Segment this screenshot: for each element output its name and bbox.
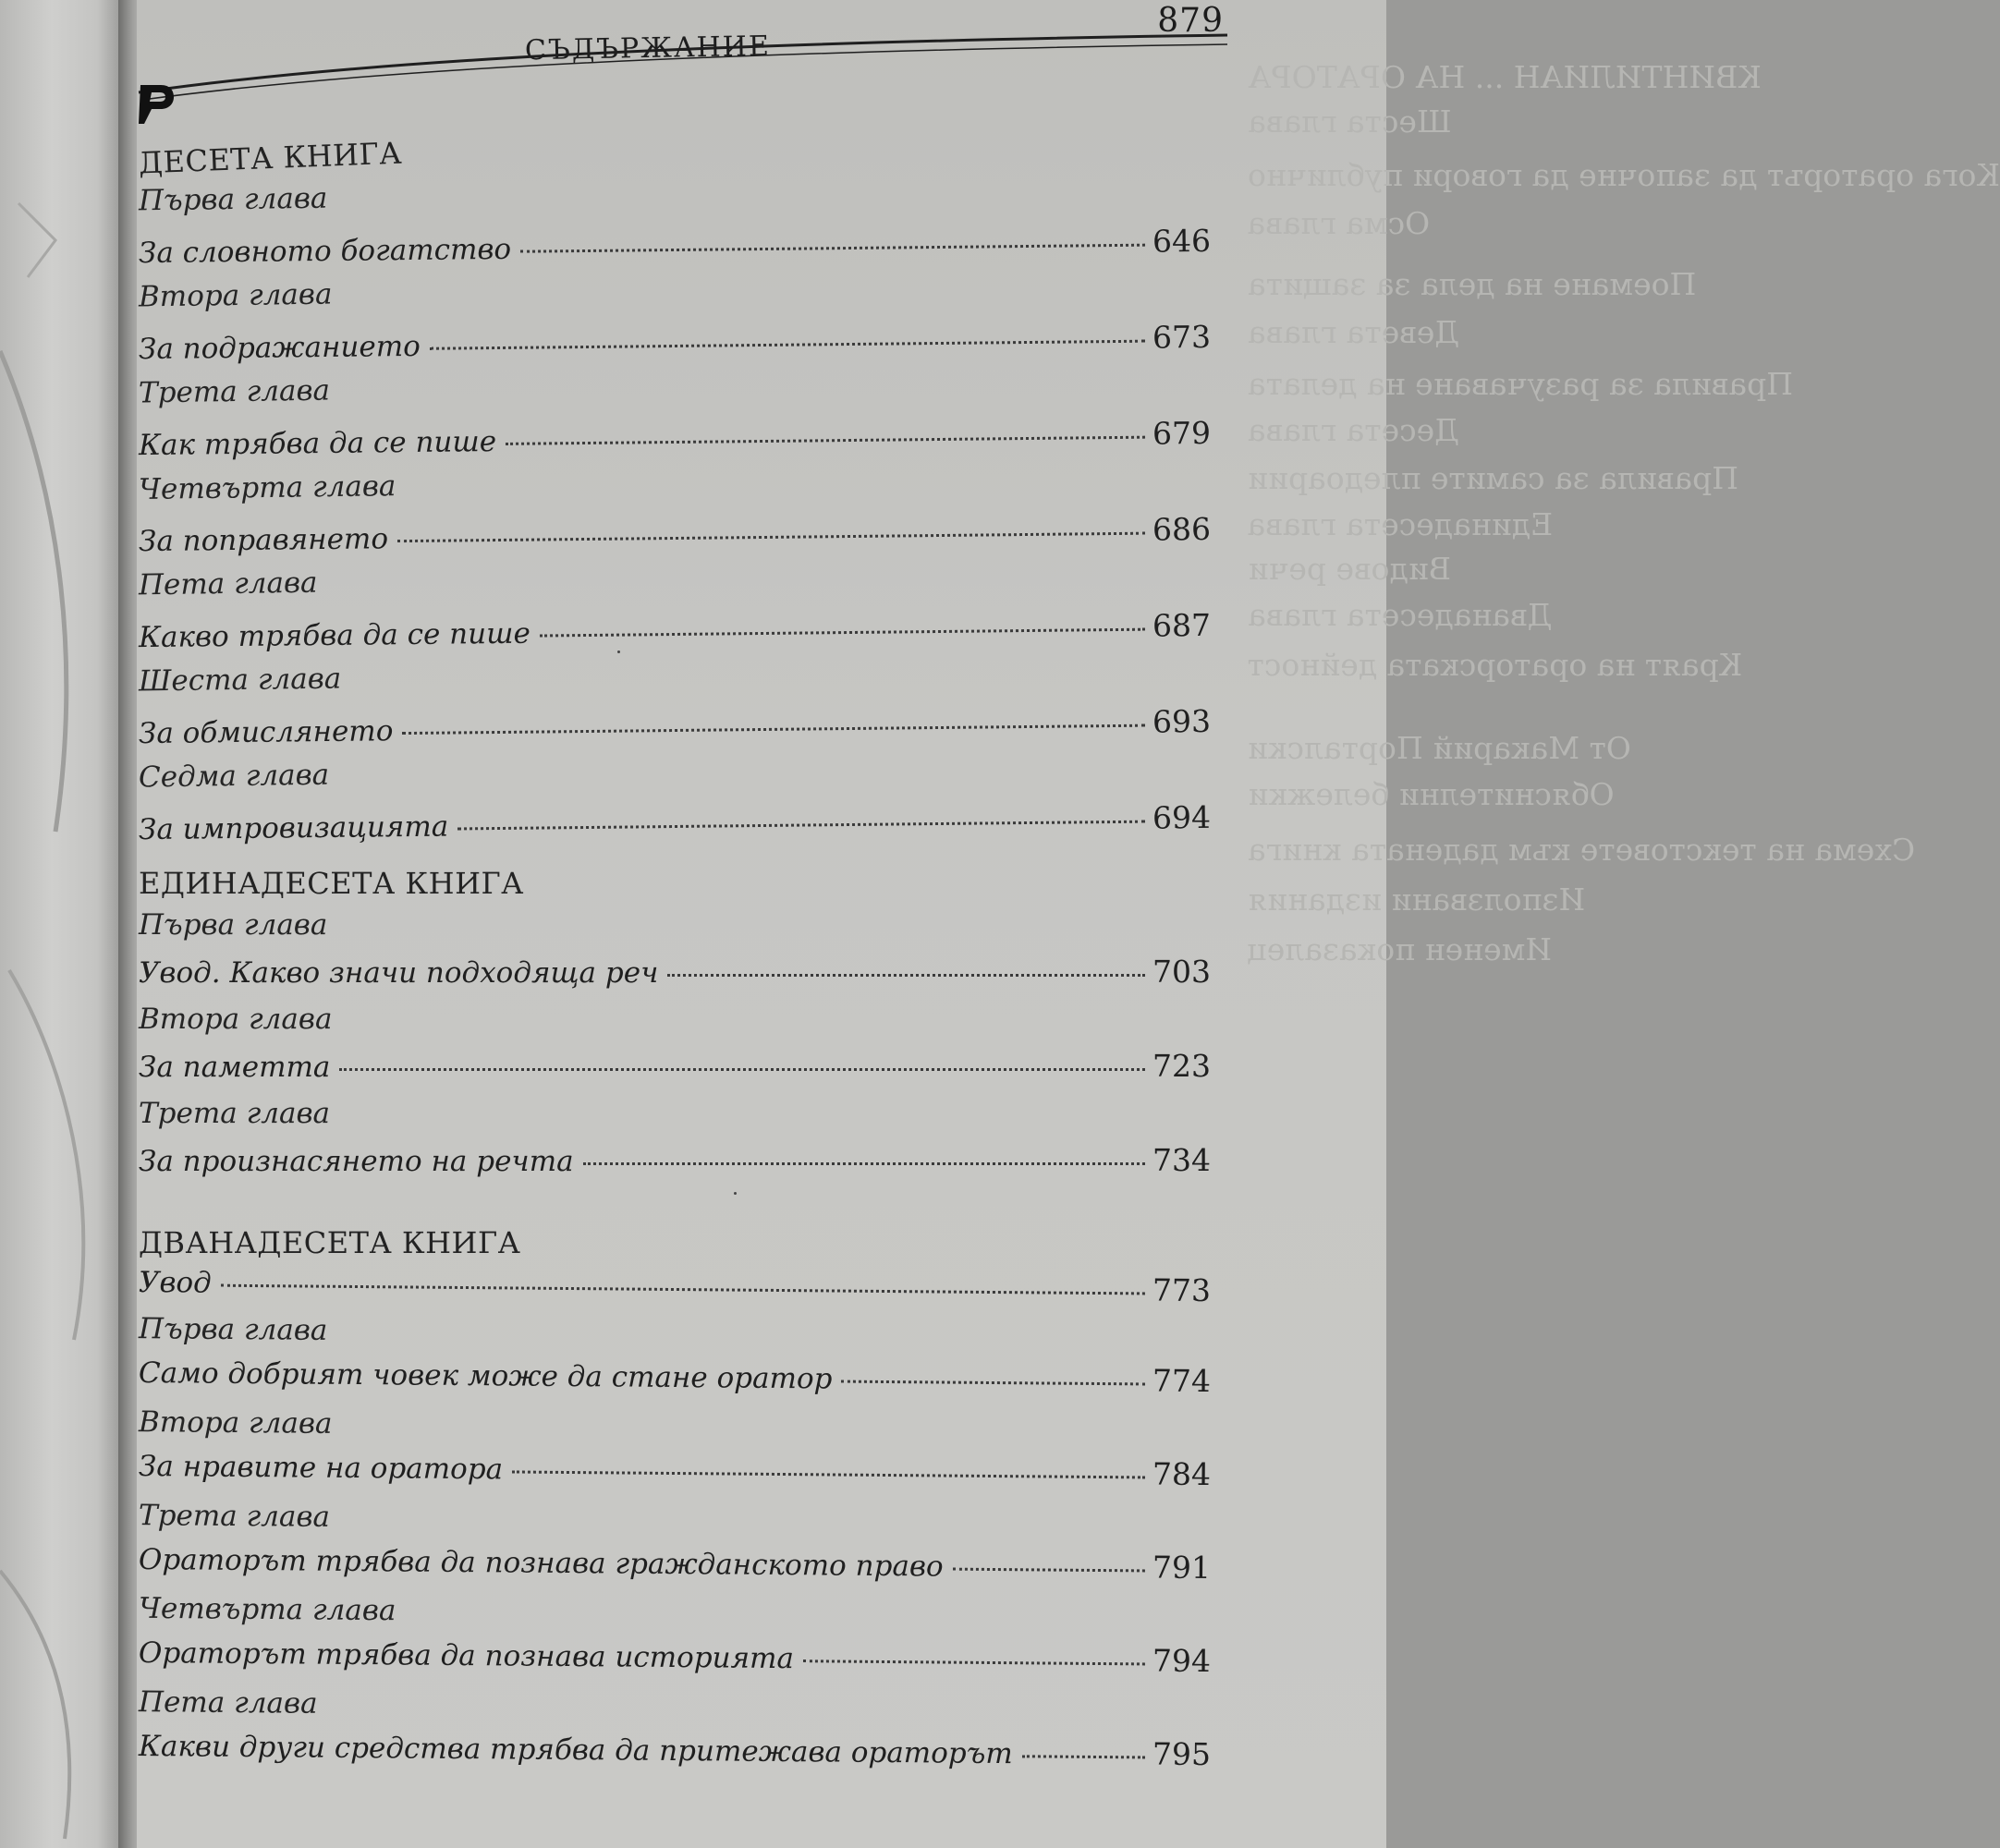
toc-entry: [139, 1634, 1211, 1679]
table-of-contents: [137, 0, 1386, 1848]
chapter-label: Втора глава: [139, 1003, 333, 1036]
dot-leader: [397, 532, 1145, 542]
toc-entry: [139, 223, 1211, 270]
entry-page-number: 694: [1152, 798, 1212, 836]
dot-leader: [457, 821, 1145, 831]
entry-title: Само добрият човек може да стане оратор: [138, 1356, 833, 1396]
dot-leader: [540, 628, 1145, 638]
dot-leader: [221, 1284, 1145, 1295]
bleed-through-line: От Макарий Порталски: [1248, 730, 1631, 766]
entry-title: Какви други средства трябва да притежава ораторът: [138, 1729, 1013, 1771]
bleed-through-line: Правила за разучаване на делата: [1248, 366, 1793, 402]
entry-page-number: 703: [1152, 954, 1211, 990]
entry-title: За паметта: [139, 1051, 331, 1084]
toc-entry: [139, 1447, 1211, 1492]
chapter-label: Пета глава: [138, 565, 318, 602]
toc-entry: [139, 1142, 1211, 1178]
entry-title: За подражанието: [138, 329, 421, 367]
entry-page-number: 791: [1152, 1549, 1212, 1587]
entry-page-number: 687: [1152, 606, 1212, 644]
paper-speck: [734, 1192, 737, 1195]
toc-entry: [139, 1727, 1211, 1772]
toc-page: [137, 0, 2000, 1848]
toc-entry: [139, 799, 1211, 846]
toc-entry: [139, 1263, 1211, 1308]
chapter-label: Първа глава: [139, 908, 328, 942]
dot-leader: [430, 340, 1145, 350]
bleed-through-line: КВИНТИЛИАН ... НА ОРАТОРА: [1248, 59, 1762, 95]
bleed-through-line: Именен показалец: [1248, 931, 1553, 967]
dot-leader: [339, 1068, 1145, 1071]
toc-entry: [139, 319, 1211, 366]
book-heading: ДВАНАДЕСЕТА КНИГА: [139, 1225, 521, 1260]
entry-title: Ораторът трябва да познава историята: [138, 1635, 795, 1676]
bleed-through-line: Правила за самите пледоарии: [1248, 460, 1738, 496]
toc-entry: [139, 703, 1211, 750]
bleed-through-line: Десета глава: [1248, 412, 1459, 448]
bleed-through-line: Единадесета глава: [1248, 506, 1554, 542]
toc-entry: [139, 1354, 1211, 1399]
entry-page-number: 693: [1152, 702, 1212, 740]
page-number: 879: [1157, 2, 1224, 40]
entry-title: Увод. Какво значи подходяща реч: [139, 956, 659, 990]
chapter-label: Трета глава: [139, 1097, 331, 1130]
facing-page-edge: [0, 0, 129, 1848]
toc-entry: [139, 1540, 1211, 1586]
entry-title: За импровизацията: [138, 809, 449, 847]
dot-leader: [667, 974, 1145, 977]
bleed-through-line: Краят на ораторската дейност: [1248, 647, 1743, 683]
dot-leader: [583, 1162, 1145, 1165]
bleed-through-line: Кога ораторът да започне да говори публично: [1248, 157, 2000, 193]
entry-title: За нравите на оратора: [138, 1449, 504, 1487]
bleed-through-line: Шеста глава: [1248, 103, 1452, 140]
entry-title: Какво трябва да се пише: [138, 616, 531, 655]
entry-title: За произнасянето на речта: [139, 1145, 574, 1178]
dot-leader: [520, 244, 1145, 253]
entry-title: Увод: [138, 1265, 212, 1300]
toc-entry: [139, 415, 1211, 462]
entry-page-number: 723: [1152, 1048, 1211, 1084]
bleed-through-line: Схема на текстовете към дадената книга: [1248, 832, 1916, 868]
chapter-label: Трета глава: [138, 373, 331, 410]
bleed-through-line: Обяснителни бележки: [1248, 776, 1615, 812]
entry-page-number: 734: [1152, 1142, 1211, 1178]
dot-leader: [512, 1470, 1145, 1478]
chapter-label: Четвърта глава: [138, 1591, 396, 1628]
bleed-through-line: Поемане на дела за защита: [1248, 266, 1697, 302]
chapter-label: Втора глава: [138, 1405, 333, 1441]
chapter-label: Шеста глава: [138, 662, 342, 699]
entry-page-number: 795: [1152, 1735, 1212, 1773]
entry-page-number: 784: [1152, 1455, 1212, 1493]
toc-entry: [139, 511, 1211, 558]
bleed-through-line: Видове речи: [1248, 551, 1451, 587]
entry-page-number: 774: [1152, 1362, 1212, 1400]
chapter-label: Четвърта глава: [138, 469, 396, 506]
chapter-label: Трета глава: [138, 1499, 331, 1534]
entry-page-number: 686: [1152, 510, 1212, 548]
toc-entry: [139, 1048, 1211, 1084]
bleed-through-line: Осма глава: [1248, 205, 1431, 241]
entry-page-number: 673: [1152, 318, 1212, 356]
book-heading: ДЕСЕТА КНИГА: [138, 135, 403, 181]
dot-leader: [841, 1380, 1145, 1386]
entry-page-number: 773: [1152, 1271, 1212, 1309]
book-heading: ЕДИНАДЕСЕТА КНИГА: [139, 866, 524, 901]
entry-title: За поправянето: [138, 522, 389, 559]
running-head: СЪДЪРЖАНИЕ: [524, 30, 772, 67]
chapter-label: Седма глава: [138, 758, 330, 795]
entry-page-number: 679: [1152, 414, 1212, 452]
dot-leader: [1022, 1755, 1145, 1758]
dot-leader: [953, 1568, 1145, 1573]
entry-title: За словното богатство: [138, 232, 512, 271]
bleed-through-line: Девета глава: [1248, 314, 1460, 350]
entry-title: Как трябва да се пише: [138, 425, 497, 463]
dot-leader: [506, 436, 1145, 445]
facing-page-illustration: [0, 0, 129, 1848]
chapter-label: Първа глава: [138, 1312, 328, 1347]
entry-page-number: 646: [1152, 222, 1212, 260]
entry-page-number: 794: [1152, 1642, 1212, 1680]
chapter-label: Втора глава: [138, 277, 333, 314]
toc-entry: [139, 607, 1211, 654]
chapter-label: Пета глава: [138, 1685, 318, 1720]
toc-entry: [139, 954, 1211, 990]
paper-speck: [617, 650, 620, 653]
entry-title: Ораторът трябва да познава гражданското право: [138, 1542, 944, 1584]
dot-leader: [402, 724, 1145, 735]
bleed-through-line: Използвани издания: [1248, 881, 1586, 918]
bleed-through-line: Дванадесета глава: [1248, 597, 1553, 633]
entry-title: За обмислянето: [138, 714, 394, 751]
chapter-label: Първа глава: [138, 181, 328, 218]
dot-leader: [803, 1660, 1145, 1665]
